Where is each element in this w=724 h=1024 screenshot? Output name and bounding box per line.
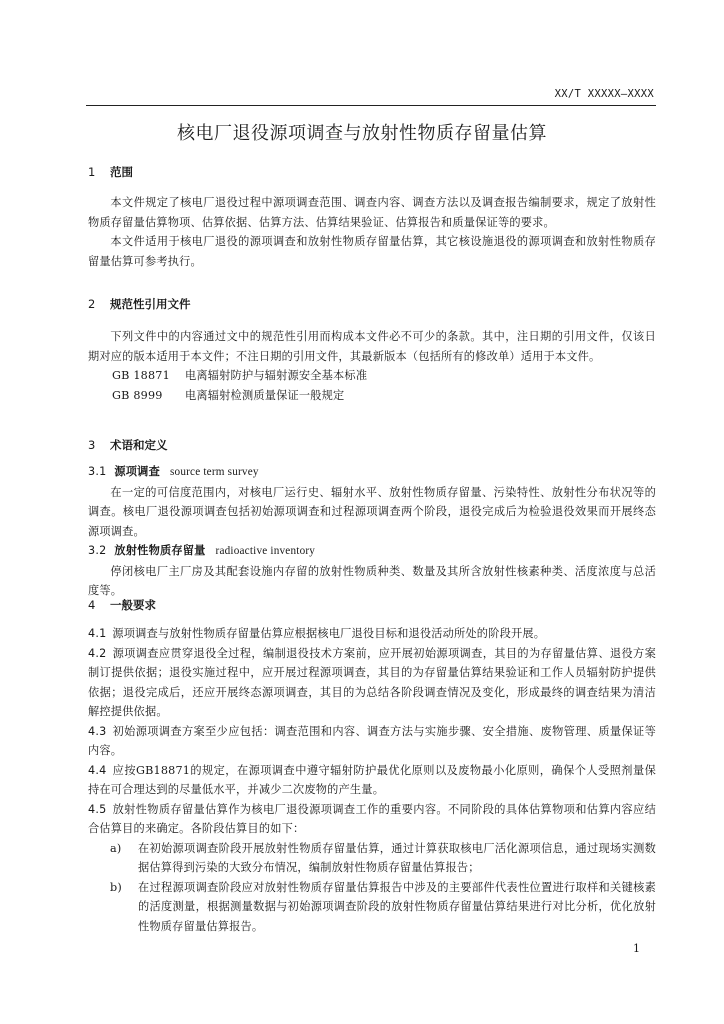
standard-code: XX/T XXXXX—XXXX bbox=[554, 88, 654, 100]
section-2-heading bbox=[88, 296, 191, 312]
list-item bbox=[88, 839, 656, 878]
clause-text: 应按GB18871的规定，在源项调查中遵守辐射防护最优化原则以及废物最小化原则，确保个人受照剂量保持在可合理达到的尽量低水平，并减少二次废物的产生量。 bbox=[88, 763, 656, 796]
section-1-heading bbox=[88, 164, 133, 180]
clause bbox=[88, 800, 656, 839]
section-2-body bbox=[88, 327, 656, 405]
clause-text: 源项调查应贯穿退役全过程，编制退役技术方案前，应开展初始源项调查，其目的为存留量估算、退役方案制订提供依据；退役实施过程中，应开展过程源项调查，其目的为存留量估算结果验证和工作人员辐射防护提供依据；退役完成后，还应开展终态源项调查，其目的为总结各阶段调查情况及变化，形成最终的调查结果为清洁解控提供依据。 bbox=[88, 646, 656, 718]
clause-number: 4.5 bbox=[88, 802, 107, 816]
paragraph: 本文件规定了核电厂退役过程中源项调查范围、调查内容、调查方法以及调查报告编制要求，规定了放射性物质存留量估算物项、估算依据、估算方法、估算结果验证、估算报告和质量保证等的要求。 bbox=[88, 196, 656, 229]
section-number: 1 bbox=[88, 165, 96, 179]
term-english: radioactive inventory bbox=[215, 545, 316, 557]
reference-row bbox=[88, 366, 656, 386]
header-rule bbox=[86, 105, 656, 106]
section-number: 4 bbox=[88, 598, 96, 612]
clause bbox=[88, 644, 656, 722]
clause bbox=[88, 761, 656, 800]
section-3-heading bbox=[88, 437, 168, 453]
section-number: 3 bbox=[88, 438, 96, 452]
term-definition: 在一定的可信度范围内，对核电厂运行史、辐射水平、放射性物质存留量、污染特性、放射性分布状况等的调查。核电厂退役源项调查包括初始源项调查和过程源项调查两个阶段，退役完成后为检验退役效果而开展终态源项调查。 bbox=[88, 485, 656, 538]
page-number: 1 bbox=[633, 942, 640, 955]
list-item-text: 在过程源项调查阶段应对放射性物质存留量估算报告中涉及的主要部件代表性位置进行取样和关键核素的活度测量，根据测量数据与初始源项调查阶段的放射性物质存留量估算结果进行对比分析，优化放射性物质存留量估算报告。 bbox=[138, 880, 656, 933]
clause-text: 源项调查与放射性物质存留量估算应根据核电厂退役目标和退役活动所处的阶段开展。 bbox=[112, 627, 546, 640]
reference-code: GB 18871 bbox=[112, 369, 170, 382]
clause-number: 4.2 bbox=[88, 646, 107, 660]
term-name: 源项调查 bbox=[114, 465, 160, 478]
list-marker: a) bbox=[110, 841, 122, 855]
term-heading bbox=[88, 462, 656, 483]
reference-name: 电离辐射防护与辐射源安全基本标准 bbox=[185, 369, 368, 382]
term-english: source term survey bbox=[169, 466, 259, 478]
paragraph: 下列文件中的内容通过文中的规范性引用而构成本文件必不可少的条款。其中，注日期的引用文件，仅该日期对应的版本适用于本文件；不注日期的引用文件，其最新版本（包括所有的修改单）适用于本文件。 bbox=[88, 330, 656, 363]
clause-number: 4.3 bbox=[88, 724, 107, 738]
clause bbox=[88, 624, 656, 644]
section-title: 范围 bbox=[110, 165, 133, 179]
term-name: 放射性物质存留量 bbox=[114, 544, 206, 557]
section-3-body bbox=[88, 462, 656, 601]
term-number: 3.1 bbox=[88, 465, 107, 478]
clause-number: 4.1 bbox=[88, 627, 107, 640]
list-item bbox=[88, 878, 656, 937]
clause-text: 放射性物质存留量估算作为核电厂退役源项调查工作的重要内容。不同阶段的具体估算物项和估算内容应结合估算目的来确定。各阶段估算目的如下： bbox=[88, 802, 656, 835]
paragraph: 本文件适用于核电厂退役的源项调查和放射性物质存留量估算，其它核设施退役的源项调查和放射性物质存留量估算可参考执行。 bbox=[88, 235, 656, 268]
section-4-heading bbox=[88, 597, 156, 613]
reference-name: 电离辐射检测质量保证一般规定 bbox=[185, 388, 345, 402]
clause-number: 4.4 bbox=[88, 763, 107, 777]
section-title: 术语和定义 bbox=[110, 438, 168, 452]
document-title: 核电厂退役源项调查与放射性物质存留量估算 bbox=[177, 123, 547, 144]
list-marker: b) bbox=[110, 880, 122, 894]
section-4-body bbox=[88, 624, 656, 936]
reference-row bbox=[88, 386, 656, 406]
clause bbox=[88, 722, 656, 761]
list-item-text: 在初始源项调查阶段开展放射性物质存留量估算，通过计算获取核电厂活化源项信息，通过现场实测数据估算得到污染的大致分布情况，编制放射性物质存留量估算报告； bbox=[138, 841, 656, 874]
section-title: 规范性引用文件 bbox=[110, 297, 191, 311]
term-number: 3.2 bbox=[88, 544, 107, 557]
term-heading bbox=[88, 541, 656, 562]
section-number: 2 bbox=[88, 297, 96, 311]
section-title: 一般要求 bbox=[110, 598, 156, 612]
reference-code: GB 8999 bbox=[112, 388, 163, 402]
clause-text: 初始源项调查方案至少应包括：调查范围和内容、调查方法与实施步骤、安全措施、废物管理、质量保证等内容。 bbox=[88, 724, 656, 757]
term-definition: 停闭核电厂主厂房及其配套设施内存留的放射性物质种类、数量及其所含放射性核素种类、活度浓度与总活度等。 bbox=[88, 564, 656, 597]
section-1-body bbox=[88, 193, 656, 271]
